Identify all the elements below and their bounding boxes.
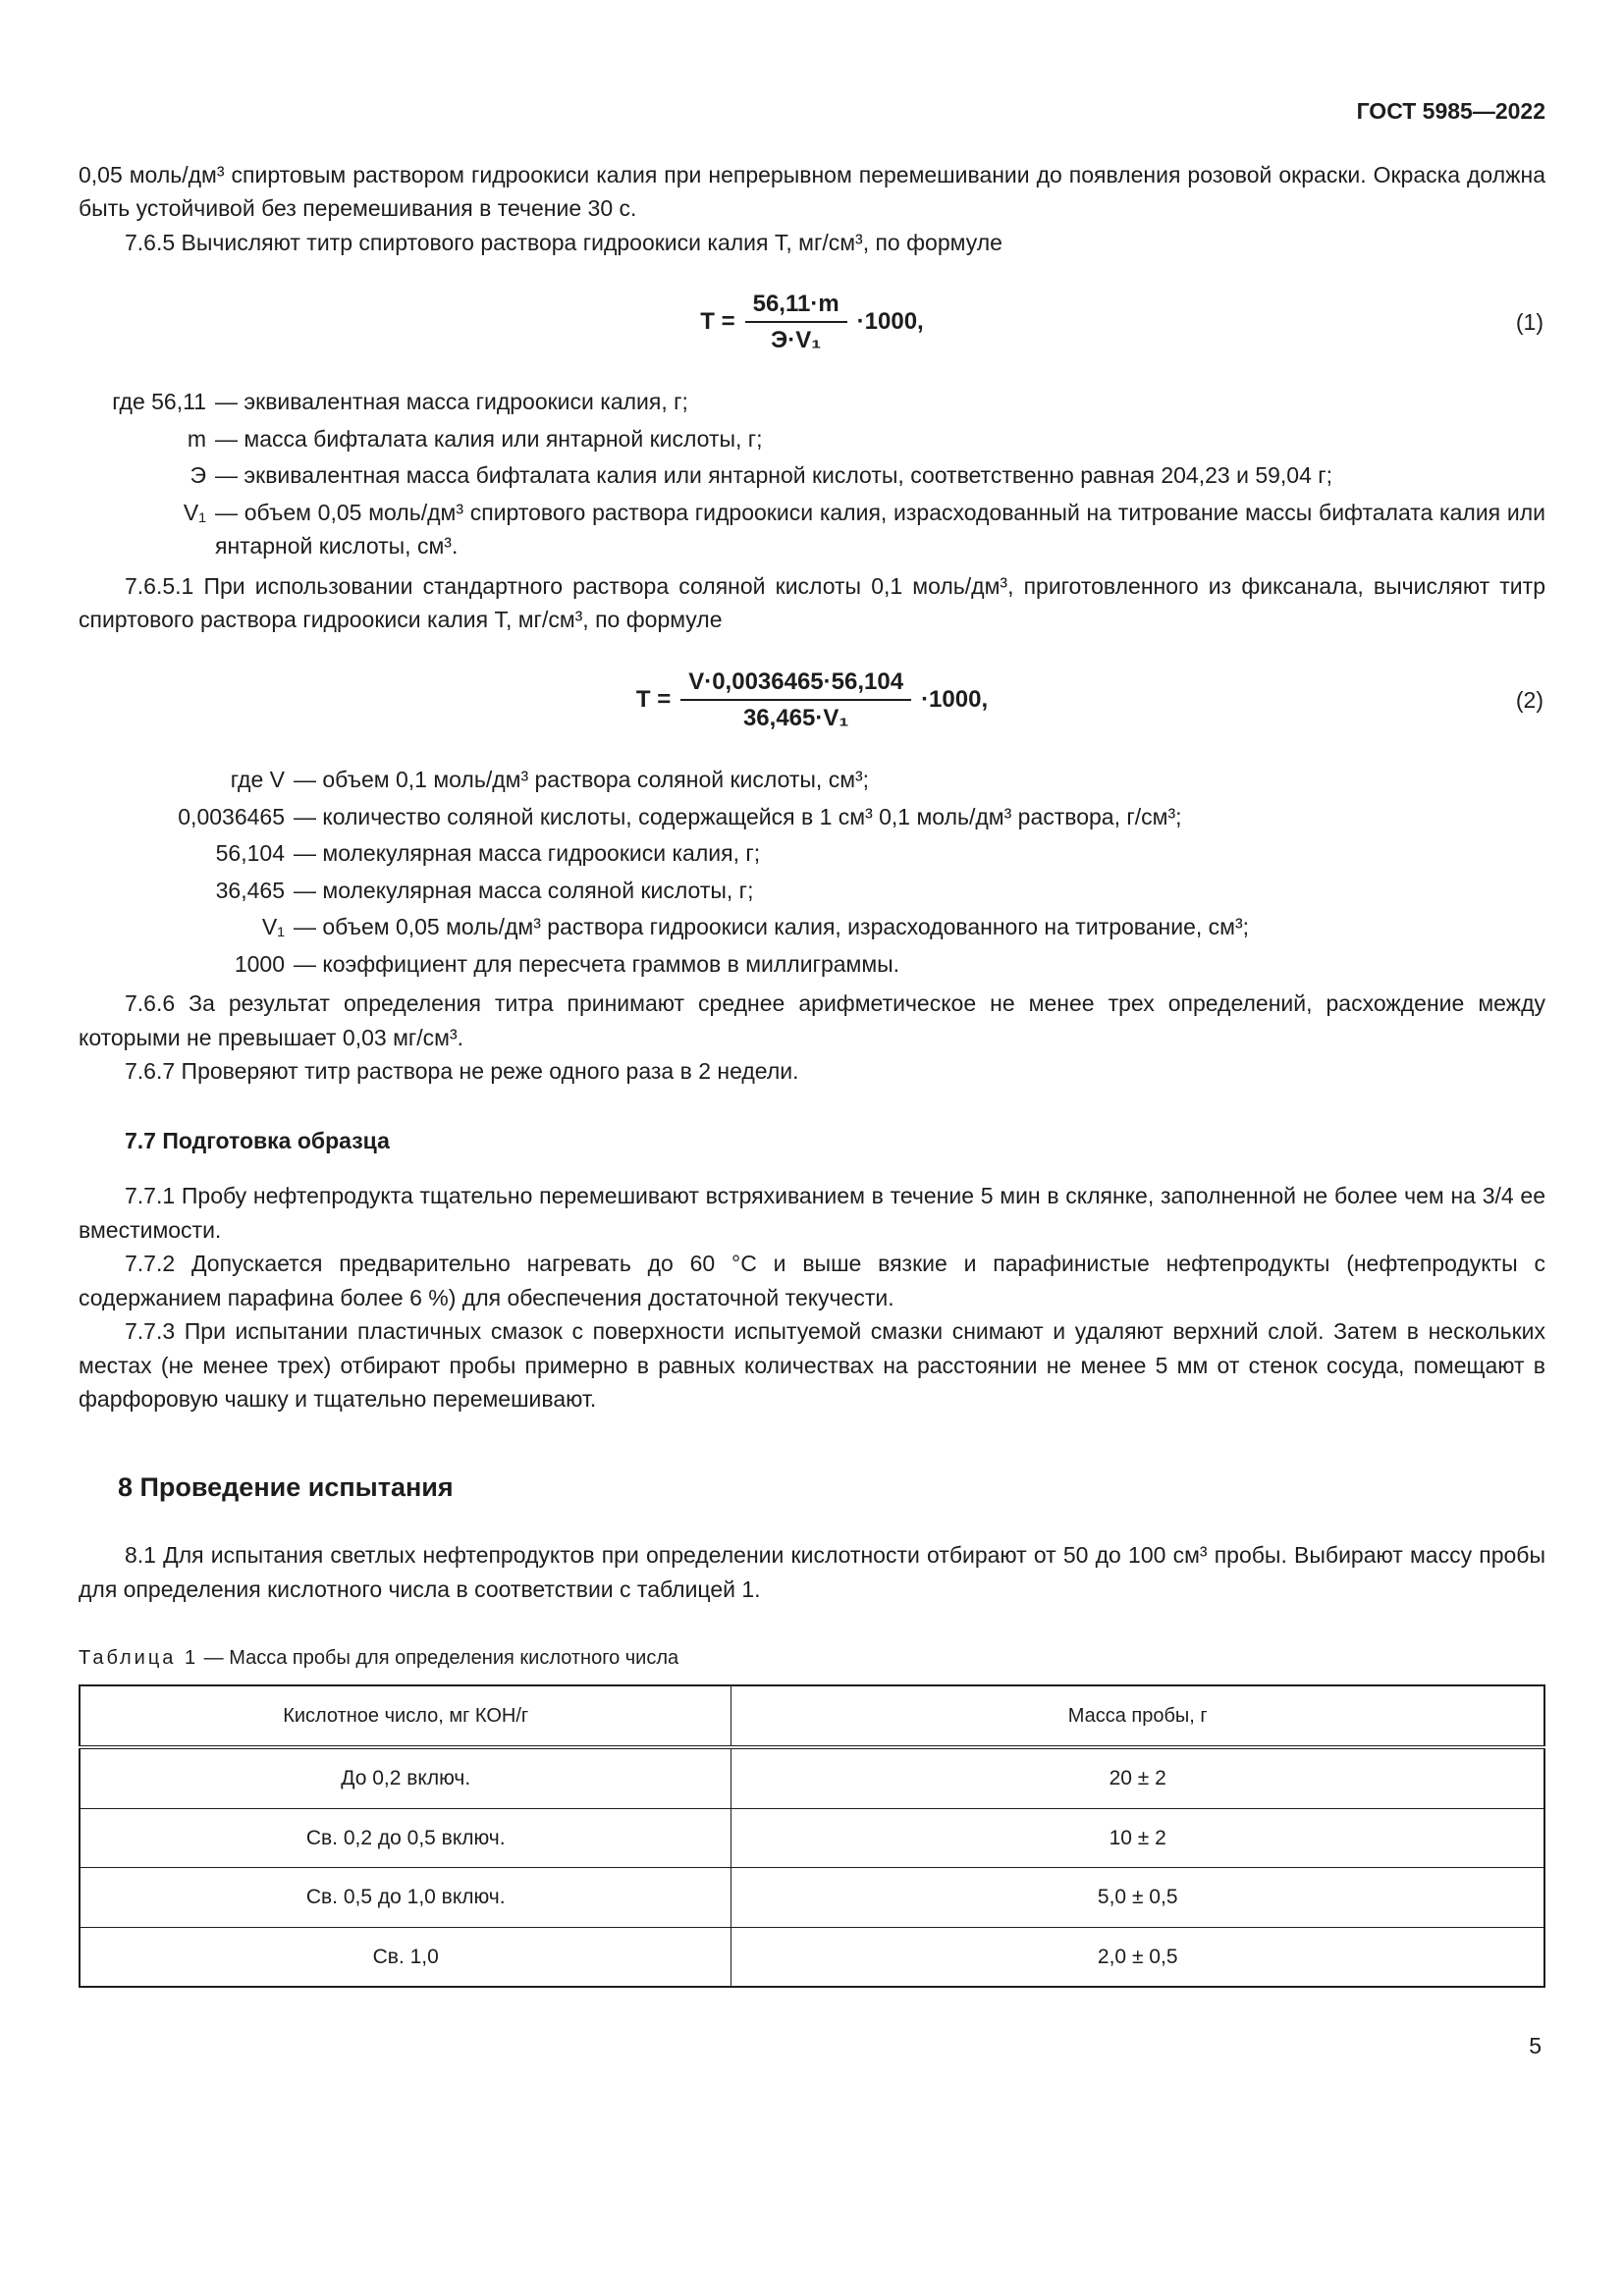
definition-item	[79, 763, 1545, 797]
heading-8: 8 Проведение испытания	[118, 1471, 454, 1502]
formula-1-numerator: 56,11·m	[745, 289, 847, 323]
formula-2-fraction	[680, 667, 911, 733]
definition-term: где V	[230, 767, 285, 793]
definition-term: Э	[189, 462, 206, 489]
heading-7-7: 7.7 Подготовка образца	[125, 1127, 390, 1153]
definition-item	[79, 422, 1545, 456]
definition-text: — эквивалентная масса гидроокиси калия, г;	[215, 389, 688, 415]
formula-1-suffix: ·1000,	[856, 308, 924, 336]
table-row	[80, 1927, 1544, 1987]
definition-item	[79, 947, 1545, 982]
formula-1	[79, 289, 1545, 355]
paragraph-7-7-3: 7.7.3 При испытании пластичных смазок с поверхности испытуемой смазки снимают и удаляют верхний слой. Затем в нескольких местах (не менее трех) отбирают пробы примерно в равных количествах на расстоянии не менее 5 мм от стенок сосуда, помещают в фарфоровую чашку и тщательно перемешивают.	[79, 1318, 1545, 1413]
table-caption-label: Таблица 1	[79, 1647, 199, 1670]
definition-term: V₁	[183, 499, 206, 525]
table-header-sample-mass: Масса пробы, г	[731, 1685, 1544, 1747]
definition-item	[79, 385, 1545, 419]
definition-text: — молекулярная масса гидроокиси калия, г;	[294, 840, 761, 867]
formula-2-numerator: V·0,0036465·56,104	[680, 667, 911, 701]
definition-text: — количество соляной кислоты, содержащейся в 1 см³ 0,1 моль/дм³ раствора, г/см³;	[294, 803, 1182, 829]
definition-term: где 56,11	[112, 389, 206, 415]
table-cell: 5,0 ± 0,5	[731, 1868, 1544, 1928]
paragraph-7-6-7: 7.6.7 Проверяют титр раствора не реже одного раза в 2 недели.	[125, 1058, 799, 1085]
sample-mass-table	[79, 1684, 1545, 1988]
paragraph-7-7-2: 7.7.2 Допускается предварительно нагревать до 60 °С и выше вязкие и парафинистые нефтепродукты (нефтепродукты с содержанием парафина более 6 %) для обеспечения достаточной текучести.	[79, 1251, 1545, 1310]
doc-code: ГОСТ 5985—2022	[1356, 98, 1545, 124]
table-cell: Св. 0,2 до 0,5 включ.	[80, 1808, 731, 1868]
table-cell: 10 ± 2	[731, 1808, 1544, 1868]
definition-list-2	[79, 763, 1545, 981]
formula-2	[79, 667, 1545, 733]
definition-item	[79, 874, 1545, 908]
equation-number-1: (1)	[1515, 308, 1543, 335]
definition-item	[79, 836, 1545, 871]
paragraph-7-6-5: 7.6.5 Вычисляют титр спиртового раствора гидроокиси калия Т, мг/см³, по формуле	[125, 229, 1002, 255]
definition-term: 1000	[234, 950, 285, 977]
table-cell: Св. 0,5 до 1,0 включ.	[80, 1868, 731, 1928]
table-caption	[79, 1643, 1545, 1673]
table-header-acid-number: Кислотное число, мг КОН/г	[80, 1685, 731, 1747]
paragraph-intro: 0,05 моль/дм³ спиртовым раствором гидроокиси калия при непрерывном перемешивании до появления розовой окраски. Окраска должна быть устойчивой без перемешивания в течение 30 с.	[79, 161, 1545, 221]
table-cell: 20 ± 2	[731, 1747, 1544, 1808]
definition-text: — масса бифталата калия или янтарной кислоты, г;	[215, 425, 763, 452]
definition-text: — молекулярная масса соляной кислоты, г;	[294, 877, 754, 903]
equation-number-2: (2)	[1515, 686, 1543, 713]
paragraph-7-6-6: 7.6.6 За результат определения титра принимают среднее арифметическое не менее трех определений, расхождение между которыми не превышает 0,03 мг/см³.	[79, 990, 1545, 1050]
formula-1-expression	[700, 289, 923, 355]
definition-term: 36,465	[215, 877, 285, 903]
table-cell: До 0,2 включ.	[80, 1747, 731, 1808]
formula-2-suffix: ·1000,	[921, 686, 989, 714]
table-header-row	[80, 1685, 1544, 1747]
formula-2-expression	[636, 667, 988, 733]
paragraph-7-6-5-1: 7.6.5.1 При использовании стандартного раствора соляной кислоты 0,1 моль/дм³, приготовленного из фиксанала, вычисляют титр спиртового раствора гидроокиси калия Т, мг/см³, по формуле	[79, 572, 1545, 633]
paragraph-8-1: 8.1 Для испытания светлых нефтепродуктов при определении кислотности отбирают от 50 до 100 см³ пробы. Выбирают массу пробы для определения кислотного числа в соответствии с таблицей 1.	[79, 1542, 1545, 1602]
formula-1-lhs: Т =	[700, 308, 735, 336]
doc-header	[79, 94, 1545, 129]
table-row	[80, 1808, 1544, 1868]
definition-item	[79, 496, 1545, 563]
page-number: 5	[1529, 2033, 1542, 2059]
definition-term: 56,104	[215, 840, 285, 867]
definition-item	[79, 458, 1545, 493]
definition-term: V₁	[261, 914, 285, 940]
table-caption-text: — Масса пробы для определения кислотного числа	[203, 1647, 679, 1670]
definition-text: — объем 0,05 моль/дм³ раствора гидроокиси калия, израсходованного на титрование, см³;	[294, 914, 1250, 940]
definition-term: m	[187, 425, 206, 452]
definition-term: 0,0036465	[178, 803, 285, 829]
definition-list-1	[79, 385, 1545, 563]
definition-text: — объем 0,1 моль/дм³ раствора соляной кислоты, см³;	[294, 767, 870, 793]
formula-1-denominator: Э·V₁	[771, 327, 822, 354]
definition-text: — объем 0,05 моль/дм³ спиртового раствора гидроокиси калия, израсходованный на титрование массы бифталата калия или янтарной кислоты, см³.	[215, 499, 1545, 560]
table-cell: Св. 1,0	[80, 1927, 731, 1987]
definition-text: — коэффициент для пересчета граммов в миллиграммы.	[294, 950, 900, 977]
definition-item	[79, 910, 1545, 944]
definition-item	[79, 800, 1545, 834]
table-cell: 2,0 ± 0,5	[731, 1927, 1544, 1987]
formula-1-fraction	[745, 289, 847, 355]
formula-2-denominator: 36,465·V₁	[742, 705, 849, 732]
table-row	[80, 1868, 1544, 1928]
formula-2-lhs: Т =	[635, 686, 672, 714]
definition-text: — эквивалентная масса бифталата калия или янтарной кислоты, соответственно равная 204,23 и 59,04 г;	[215, 462, 1333, 489]
paragraph-7-7-1: 7.7.1 Пробу нефтепродукта тщательно перемешивают встряхиванием в течение 5 мин в склянке, заполненной не более чем на 3/4 ее вместимости.	[79, 1183, 1545, 1243]
table-row	[80, 1747, 1544, 1808]
